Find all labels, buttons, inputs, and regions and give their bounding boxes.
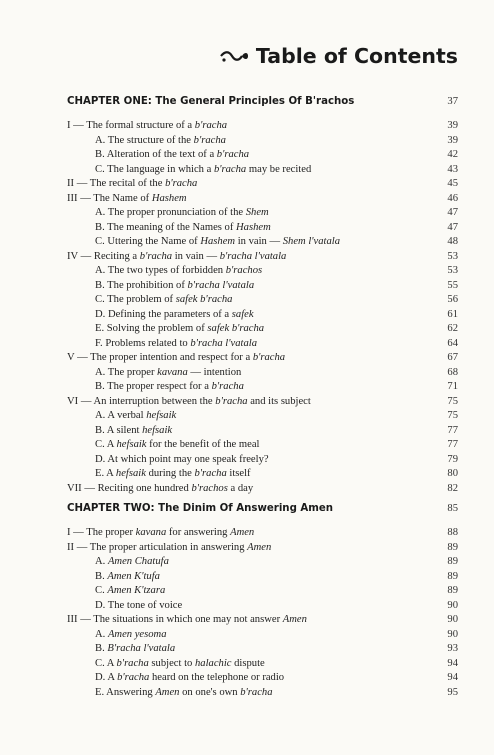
entry-title (67, 279, 254, 294)
toc-entry (67, 482, 458, 497)
entry-text: B. (95, 643, 108, 654)
toc-subentry (67, 279, 458, 294)
toc-subentry (67, 264, 458, 279)
entry-title (67, 366, 241, 381)
entry-text: B. The meaning of the Names of (95, 221, 237, 233)
entry-text: IV — Reciting a (67, 250, 140, 262)
entry-page-number: 90 (447, 599, 458, 611)
entry-text: and its subject (247, 395, 311, 407)
toc-subentry (67, 424, 458, 439)
chapter-page-number: 37 (447, 95, 458, 107)
italic-term: Hashem (236, 221, 271, 233)
italic-term: b'rachos (191, 482, 228, 494)
italic-term: B'racha l'vatala (107, 643, 176, 654)
entry-page-number: 90 (447, 614, 458, 625)
entry-text: B. Alteration of the text of a (95, 149, 217, 160)
italic-term: b'racha (165, 178, 198, 189)
chapter-one (67, 92, 458, 496)
entry-text: D. Defining the parameters of a (95, 308, 232, 320)
toc-subentry (67, 438, 458, 453)
italic-term: Amen (247, 541, 272, 553)
entry-title (67, 351, 285, 366)
entry-text: A. The two types of forbidden (95, 265, 226, 276)
entry-text: B. (95, 570, 108, 582)
entry-text: E. A (95, 468, 116, 479)
entry-text: B. The prohibition of (95, 279, 188, 291)
italic-term: b'racha (194, 468, 227, 479)
chapter-heading-text: CHAPTER ONE: The General Principles Of B'rachos (67, 95, 355, 107)
italic-term: Shem l'vatala (282, 236, 341, 247)
italic-term: b'rachos (225, 265, 263, 276)
entry-text: A. (95, 556, 108, 567)
entry-title (67, 148, 249, 163)
entry-text: D. The tone of voice (95, 599, 183, 611)
italic-term: Amen K'tzara (107, 585, 166, 596)
italic-term: Amen Chatufa (107, 556, 169, 567)
toc-subentry (67, 686, 458, 701)
entry-page-number: 77 (447, 424, 458, 436)
entry-page-number: 68 (447, 366, 458, 378)
entry-title (67, 409, 176, 424)
entry-page-number: 94 (447, 672, 458, 683)
entry-text: on one's own (179, 686, 241, 698)
italic-term: b'racha (240, 686, 273, 698)
entry-title (67, 599, 182, 614)
toc-subentry (67, 657, 458, 672)
toc-subentry (67, 221, 458, 236)
italic-term: safek b'racha (207, 323, 265, 334)
entry-text: dispute (231, 657, 265, 669)
italic-term: safek (231, 308, 254, 320)
entry-page-number: 94 (447, 657, 458, 669)
italic-term: Hashem (151, 192, 187, 204)
entry-text: a day (227, 482, 254, 494)
toc-subentry (67, 380, 458, 395)
entry-title (67, 119, 227, 134)
italic-term: Hashem (200, 236, 236, 247)
toc-subentry (67, 671, 458, 686)
entry-page-number: 43 (447, 163, 458, 175)
entry-page-number: 56 (447, 294, 458, 305)
chapter-heading (67, 92, 458, 109)
entry-text: heard on the telephone or radio (149, 672, 285, 683)
entry-title (67, 380, 244, 395)
entry-text: A. The proper (95, 366, 158, 378)
entry-text: E. Answering (95, 686, 156, 698)
entry-page-number: 89 (447, 585, 458, 596)
toc-subentry (67, 366, 458, 381)
ornament-icon (220, 48, 250, 64)
entry-title (67, 482, 253, 497)
entry-title (67, 322, 264, 337)
entry-title (67, 308, 254, 323)
entry-text: III — The Name of (67, 192, 152, 204)
entry-page-number: 47 (447, 207, 458, 218)
italic-term: hefsaik (115, 468, 146, 479)
entry-text: D. At which point may one speak freely? (95, 453, 269, 465)
toc-subentry (67, 409, 458, 424)
italic-term: kavana (157, 366, 188, 378)
toc-entry (67, 351, 458, 366)
title-text: Table of Contents (255, 44, 458, 68)
entry-page-number: 89 (447, 541, 458, 553)
toc-subentry (67, 599, 458, 614)
entry-page-number: 75 (447, 410, 458, 421)
entry-title (67, 628, 167, 643)
italic-term: b'racha (215, 395, 248, 407)
entry-text: C. (95, 585, 108, 596)
entry-text: C. The language in which a (95, 163, 214, 175)
entry-title (67, 293, 232, 308)
italic-term: Amen yesoma (107, 628, 167, 640)
entry-page-number: 61 (447, 308, 458, 320)
toc-subentry (67, 628, 458, 643)
entry-text: A. A verbal (95, 410, 147, 421)
entry-text: II — The proper articulation in answering (67, 541, 248, 553)
entry-title (67, 337, 257, 352)
entry-title (67, 453, 269, 468)
toc-subentry (67, 467, 458, 482)
page-title (220, 44, 458, 68)
entry-page-number: 75 (447, 395, 458, 407)
entry-title (67, 221, 271, 236)
entry-text: E. Solving the problem of (95, 323, 208, 334)
toc-subentry (67, 134, 458, 149)
entry-text: V — The proper intention and respect for a (67, 352, 253, 363)
chapter-heading-text: CHAPTER TWO: The Dinim Of Answering Amen (67, 502, 334, 514)
italic-term: b'racha (252, 352, 286, 363)
entry-text: A. The structure of the (95, 134, 194, 146)
entry-page-number: 80 (447, 468, 458, 479)
entry-page-number: 39 (447, 120, 458, 131)
italic-term: b'racha (216, 149, 250, 160)
entry-text: in vain — (235, 236, 283, 247)
toc-subentry (67, 642, 458, 657)
entry-text: D. A (95, 672, 118, 683)
entry-text: B. The proper respect for a (95, 381, 212, 392)
italic-term: b'racha (193, 134, 226, 146)
entry-title (67, 686, 273, 701)
toc-entry (67, 119, 458, 134)
entry-page-number: 95 (447, 686, 458, 698)
entry-title (67, 250, 286, 265)
italic-term: hefsaik (116, 439, 147, 450)
entry-page-number: 53 (447, 265, 458, 276)
italic-term: Amen (230, 527, 255, 538)
entry-text: A. (95, 628, 108, 640)
toc-entry (67, 250, 458, 265)
entry-page-number: 47 (447, 221, 458, 233)
entry-page-number: 93 (447, 643, 458, 654)
entry-text: in vain — (172, 250, 220, 262)
entry-text: for the benefit of the meal (146, 439, 260, 450)
entry-title (67, 177, 197, 192)
entry-text: II — The recital of the (67, 178, 166, 189)
entry-text: C. The problem of (95, 294, 176, 305)
italic-term: safek b'racha (175, 294, 233, 305)
italic-term: b'racha l'vatala (190, 337, 257, 349)
chapter-two (67, 499, 458, 700)
entry-page-number: 82 (447, 482, 458, 494)
entry-page-number: 39 (447, 134, 458, 146)
italic-term: Amen (155, 686, 180, 698)
italic-term: kavana (135, 527, 167, 538)
toc-entry (67, 541, 458, 556)
entry-page-number: 71 (447, 381, 458, 392)
entry-page-number: 42 (447, 149, 458, 160)
entry-page-number: 55 (447, 279, 458, 291)
italic-term: Amen (282, 614, 307, 625)
italic-term: hefsaik (142, 424, 173, 436)
toc-subentry (67, 322, 458, 337)
toc-subentry (67, 308, 458, 323)
toc-subentry (67, 453, 458, 468)
entry-text: itself (226, 468, 251, 479)
entry-title (67, 541, 271, 556)
entry-page-number: 53 (447, 250, 458, 262)
entry-title (67, 467, 251, 482)
entry-page-number: 64 (447, 337, 458, 349)
entry-text: may be recited (246, 163, 312, 175)
italic-term: halachic (194, 657, 232, 669)
entry-title (67, 264, 262, 279)
entry-page-number: 48 (447, 236, 458, 247)
entry-title (67, 134, 226, 149)
toc-entry (67, 177, 458, 192)
entry-text: I — The proper (67, 527, 136, 538)
entry-title (67, 192, 187, 207)
italic-term: b'racha l'vatala (187, 279, 255, 291)
entry-title (67, 584, 165, 599)
toc-subentry (67, 163, 458, 178)
toc-subentry (67, 148, 458, 163)
toc-entry (67, 526, 458, 541)
entry-text: A. The proper pronunciation of the (95, 207, 246, 218)
entry-page-number: 88 (447, 527, 458, 538)
entry-title (67, 395, 311, 410)
entry-page-number: 90 (447, 628, 458, 640)
toc-subentry (67, 555, 458, 570)
entry-page-number: 89 (447, 570, 458, 582)
entry-text: F. Problems related to (95, 337, 191, 349)
entry-text: I — The formal structure of a (67, 120, 195, 131)
entry-text: during the (145, 468, 195, 479)
toc-entry (67, 613, 458, 628)
italic-term: b'racha (117, 672, 150, 683)
entry-page-number: 79 (447, 453, 458, 465)
toc-subentry (67, 235, 458, 250)
toc-subentry (67, 337, 458, 352)
entry-page-number: 45 (447, 178, 458, 189)
entry-text: subject to (148, 657, 195, 669)
chapter-heading (67, 499, 458, 516)
italic-term: hefsaik (146, 410, 177, 421)
italic-term: Amen K'tufa (107, 570, 160, 582)
toc-subentry (67, 293, 458, 308)
entry-page-number: 89 (447, 556, 458, 567)
toc-subentry (67, 206, 458, 221)
entry-title (67, 235, 340, 250)
entry-title (67, 438, 259, 453)
entry-text: VII — Reciting one hundred (67, 482, 192, 494)
chapter-page-number: 85 (447, 502, 458, 514)
entry-page-number: 62 (447, 323, 458, 334)
entry-title (67, 642, 175, 657)
toc-subentry (67, 584, 458, 599)
entry-text: C. Uttering the Name of (95, 236, 201, 247)
entry-title (67, 206, 269, 221)
toc-subentry (67, 570, 458, 585)
entry-title (67, 671, 284, 686)
toc-entry (67, 192, 458, 207)
entry-text: C. A (95, 439, 117, 450)
entry-text: III — The situations in which one may not answer (67, 614, 283, 625)
entry-text: B. A silent (95, 424, 143, 436)
italic-term: Shem (245, 207, 269, 218)
entry-text: for answering (166, 527, 231, 538)
entry-title (67, 657, 265, 672)
entry-title (67, 526, 254, 541)
italic-term: b'racha l'vatala (219, 250, 287, 262)
entry-text: VI — An interruption between the (67, 395, 216, 407)
italic-term: b'racha (194, 120, 228, 131)
entry-title (67, 163, 311, 178)
italic-term: b'racha (116, 657, 149, 669)
entry-title (67, 613, 307, 628)
entry-title (67, 424, 172, 439)
toc-entry (67, 395, 458, 410)
entry-title (67, 555, 169, 570)
entry-text: — intention (187, 366, 242, 378)
entry-text: C. A (95, 657, 117, 669)
entry-title (67, 570, 160, 585)
italic-term: b'racha (211, 381, 244, 392)
entry-page-number: 77 (447, 439, 458, 450)
entry-page-number: 46 (447, 192, 458, 204)
italic-term: b'racha (213, 163, 247, 175)
entry-page-number: 67 (447, 352, 458, 363)
italic-term: b'racha (139, 250, 173, 262)
